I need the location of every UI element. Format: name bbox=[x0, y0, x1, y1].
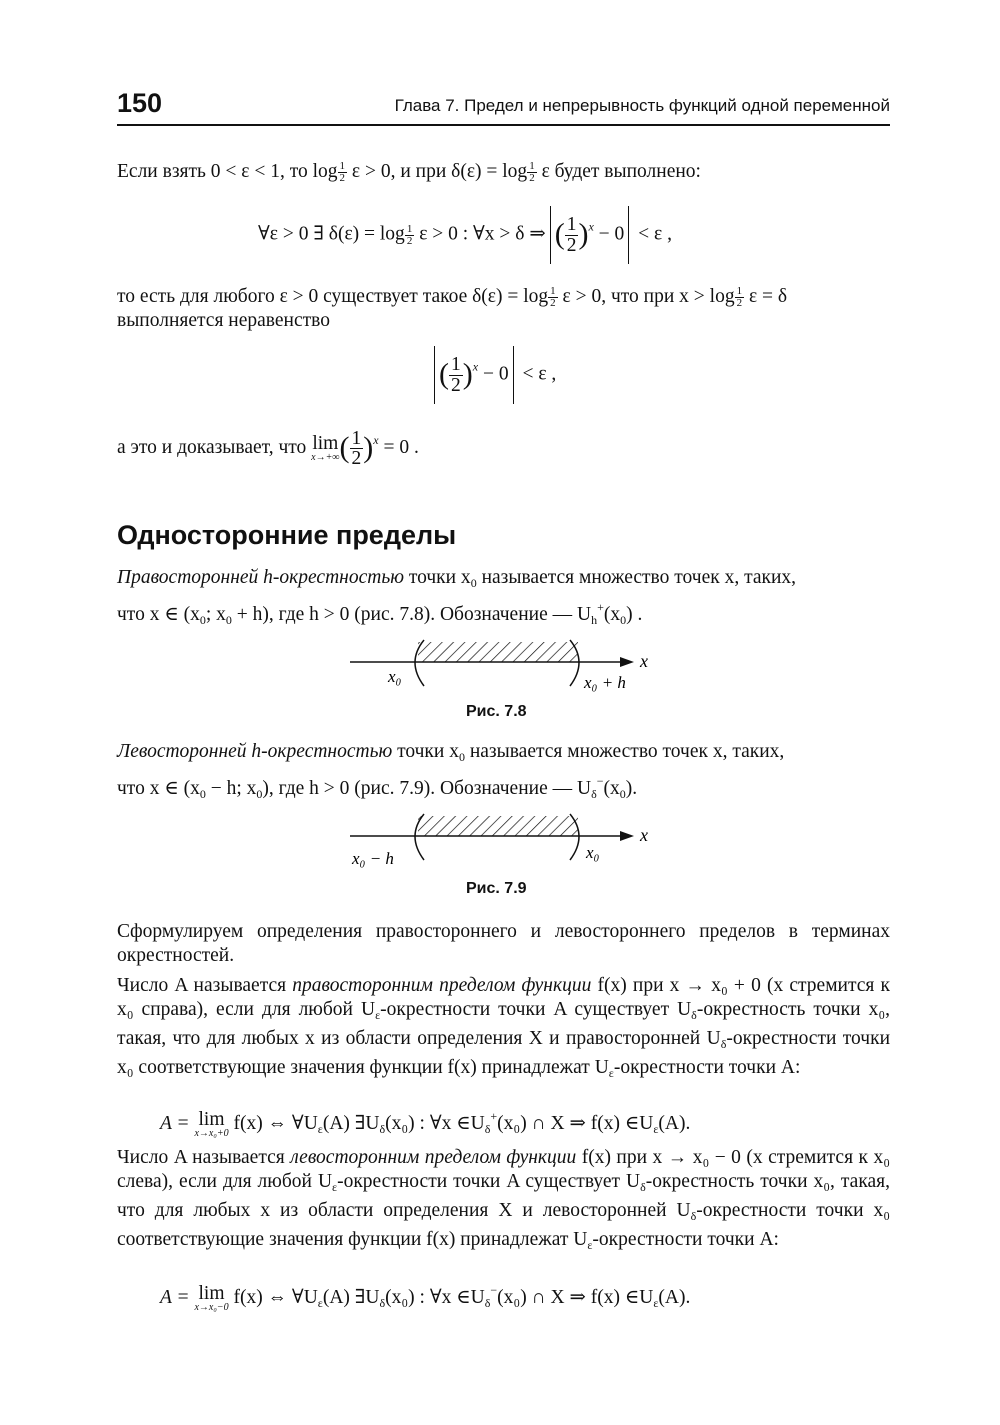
intro-line-2: то есть для любого ε > 0 существует такое δ(ε) = log $\frac{1}{2}$ ε > 0, что при x > log $\frac{1}{2}$ ε = δ bbox=[117, 285, 788, 310]
frac-half: $\frac{1}{2}$ bbox=[736, 285, 743, 310]
figure-7-9 bbox=[350, 808, 660, 874]
term-left-limit: левосторонним пределом функции bbox=[290, 1147, 577, 1168]
frac-half: $\frac{1}{2}$ bbox=[550, 285, 556, 310]
label-right: x₀ bbox=[586, 843, 600, 862]
section-title: Односторонние пределы bbox=[117, 520, 457, 550]
left-limit-def: Число A называется левосторонним пределом функции f(x) при x → x₀ − 0 (x стремится к x₀ слева), если для любой $U_\varepsilon$-окрестности точки A существует $U_\delta$-окрестность точки x₀, такая, что для любых x из области определения X и левосторонней $U_\delta$-окрестности точки x₀ соответствующие значения функции f(x) принадлежат $U_\varepsilon$-окрестности точки A: bbox=[117, 1147, 890, 1252]
frac-one-half: $\frac{1}{2}$ bbox=[451, 354, 461, 396]
page-number: 150 bbox=[117, 88, 163, 118]
hatched-region bbox=[418, 816, 578, 836]
term-right-nbhd: Правосторонней h-окрестностью bbox=[117, 567, 404, 588]
intro-line-4: а это и доказывает, что lim x→+∞ ( $\frac{1}{2}$ )$^x$ = 0 . bbox=[117, 427, 419, 470]
caption-7-8: Рис. 7.8 bbox=[466, 703, 527, 720]
figure-7-8 bbox=[350, 632, 660, 698]
term-right-limit: правосторонним пределом функции bbox=[292, 975, 592, 996]
axis-label: x bbox=[640, 651, 648, 671]
lim: lim x→x₀−0 bbox=[194, 1282, 229, 1314]
axis-label: x bbox=[640, 825, 648, 845]
formula-1: ∀ε > 0 ∃ δ(ε) = log $\frac{1}{2}$ ε > 0 : ∀x > δ ⇒ ( $\frac{1}{2}$ )$^x$ − 0 < ε , bbox=[258, 206, 672, 264]
lim: lim x→x₀+0 bbox=[194, 1108, 229, 1140]
right-limit-formula: A = lim x→x₀+0 f(x) ⇔ $\forall U_\varepsilon(A)$ $\exists U_\delta(x_0)$ : ∀x $\in U_\delta^+(x_0)$ ∩ X ⇒ f(x) $\in U_\varepsilon(A)$. bbox=[160, 1108, 691, 1140]
caption-7-9: Рис. 7.9 bbox=[466, 880, 527, 897]
hatched-region bbox=[418, 642, 578, 662]
label-left: x₀ − h bbox=[352, 849, 394, 868]
axis-arrow bbox=[620, 657, 634, 667]
right-limit-def: Число A называется правосторонним пределом функции f(x) при x → x₀ + 0 (x стремится к x₀ справа), если для любой $U_\varepsilon$-окрестности точки A существует $U_\delta$-окрестность точки x₀, такая, что для любых x из области определения X и правосторонней $U_\delta$-окрестности точки x₀ соответствующие значения функции f(x) принадлежат $U_\varepsilon$-окрестности точки A: bbox=[117, 975, 891, 1080]
para-formulate: Сформулируем определения правостороннего и левостороннего пределов в терминах окрестностей. bbox=[117, 921, 890, 966]
label-left: x₀ bbox=[388, 667, 402, 686]
frac-one-half: $\frac{1}{2}$ bbox=[566, 214, 577, 256]
frac-half: $\frac{1}{2}$ bbox=[406, 222, 413, 247]
intro-line-3: выполняется неравенство bbox=[117, 310, 330, 331]
axis-arrow bbox=[620, 831, 634, 841]
label-right: x₀ + h bbox=[584, 673, 626, 692]
intro-line-1: Если взять 0 < ε < 1, то log $\frac{1}{2}$ ε > 0, и при δ(ε) = log $\frac{1}{2}$ ε будет выполнено: bbox=[117, 160, 701, 185]
term-left-nbhd: Левосторонней h-окрестностью bbox=[117, 741, 393, 762]
frac-one-half: $\frac{1}{2}$ bbox=[351, 427, 362, 470]
left-limit-formula: A = lim x→x₀−0 f(x) ⇔ $\forall U_\varepsilon(A)$ $\exists U_\delta(x_0)$ : ∀x $\in U_\delta^-(x_0)$ ∩ X ⇒ f(x) $\in U_\varepsilon(A)$. bbox=[160, 1282, 691, 1314]
right-nbhd-def: Правосторонней h-окрестностью точки $x_0$ называется множество точек x, таких, что x ∈ ($x_0$; $x_0 + h$), где h > 0 (рис. 7.8). Обозначение — $U_h^+(x_0)$ . bbox=[117, 567, 797, 627]
header-rule bbox=[117, 124, 890, 126]
formula-2: ( $\frac{1}{2}$ )$^x$ − 0 < ε , bbox=[430, 346, 556, 404]
frac-half: $\frac{1}{2}$ bbox=[529, 160, 535, 185]
left-nbhd-def: Левосторонней h-окрестностью точки $x_0$ называется множество точек x, таких, что x ∈ ($x_0 - h$; $x_0$), где h > 0 (рис. 7.9). Обозначение — $U_\delta^-(x_0)$. bbox=[117, 741, 785, 801]
chapter-title: Глава 7. Предел и непрерывность функций одной переменной bbox=[394, 96, 890, 115]
lim: lim x→+∞ bbox=[311, 432, 340, 464]
frac-half: $\frac{1}{2}$ bbox=[339, 160, 346, 185]
